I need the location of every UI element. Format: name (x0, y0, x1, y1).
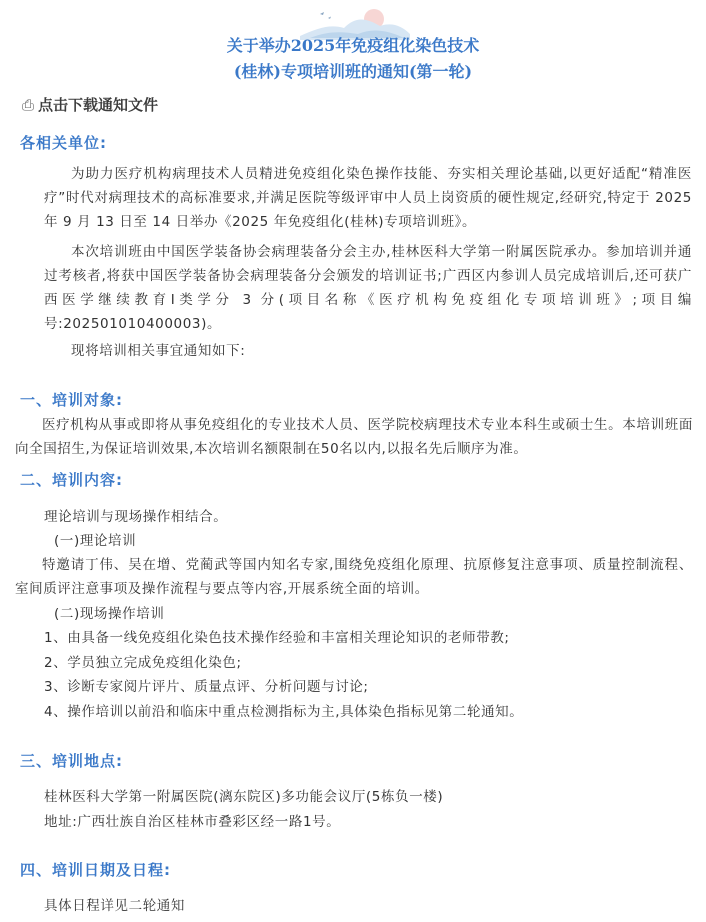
subsection-theory-body: 特邀请丁伟、吴在增、党蔺武等国内知名专家,围绕免疫组化原理、抗原修复注意事项、质量控制流程、室间质评注意事项及操作流程与要点等内容,开展系统全面的培训。 (15, 557, 693, 597)
subsection-theory-heading: (一)理论培训 (54, 533, 137, 549)
intro-paragraph-3: 现将培训相关事宜通知如下: (71, 343, 246, 359)
paperclip-icon: ⎙ (22, 96, 35, 114)
mountain-sun-decoration (300, 6, 410, 40)
intro-paragraph-1: 为助力医疗机构病理技术人员精进免疫组化染色操作技能、夯实相关理论基础,以更好适配“精准医疗”时代对病理技术的高标准要求,并满足医院等级评审中人员上岗资质的硬性规定,经研究,特定于 2025 年 9 月 13 日至 14 日举办《2025 年免疫组化(桂林)专项培训班》。 (44, 166, 692, 230)
practice-item: 1、由具备一线免疫组化染色技术操作经验和丰富相关理论知识的老师带教; (44, 630, 510, 646)
download-label: 点击下载通知文件 (38, 96, 159, 114)
practice-item: 3、诊断专家阅片评片、质量点评、分析问题与讨论; (44, 679, 369, 695)
section-4-heading: 四、培训日期及日程: (20, 861, 171, 879)
notice-title-line-1: 关于举办2025年免疫组化染色技术 (226, 36, 480, 55)
venue-text: 桂林医科大学第一附属医院(漓东院区)多功能会议厅(5栋负一楼) (44, 789, 444, 805)
salutation-heading: 各相关单位: (20, 134, 107, 152)
practice-item: 4、操作培训以前沿和临床中重点检测指标为主,具体染色指标见第二轮通知。 (44, 704, 524, 720)
download-notice-link[interactable] (22, 94, 158, 116)
section-1-body: 医疗机构从事或即将从事免疫组化的专业技术人员、医学院校病理技术专业本科生或硕士生。本培训班面向全国招生,为保证培训效果,本次培训名额限制在50名以内,以报名先后顺序为准。 (15, 417, 693, 457)
address-text: 地址:广西壮族自治区桂林市叠彩区经一路1号。 (44, 814, 341, 830)
practice-item: 2、学员独立完成免疫组化染色; (44, 655, 242, 671)
section-3-heading: 三、培训地点: (20, 752, 123, 770)
intro-paragraph-2: 本次培训班由中国医学装备协会病理装备分会主办,桂林医科大学第一附属医院承办。参加培训并通过考核者,将获中国医学装备协会病理装备分会颁发的培训证书;广西区内参训人员完成培训后,还可获广西医学继续教育Ⅰ类学分 3 分(项目名称《医疗机构免疫组化专项培训班》;项目编号:202501010400003)。 (44, 244, 692, 332)
section-2-intro: 理论培训与现场操作相结合。 (44, 509, 228, 525)
section-1-heading: 一、培训对象: (20, 391, 123, 409)
notice-title-line-2: (桂林)专项培训班的通知(第一轮) (233, 62, 473, 81)
subsection-practice-heading: (二)现场操作培训 (54, 606, 165, 622)
section-2-heading: 二、培训内容: (20, 471, 123, 489)
schedule-text: 具体日程详见二轮通知 (44, 898, 185, 914)
